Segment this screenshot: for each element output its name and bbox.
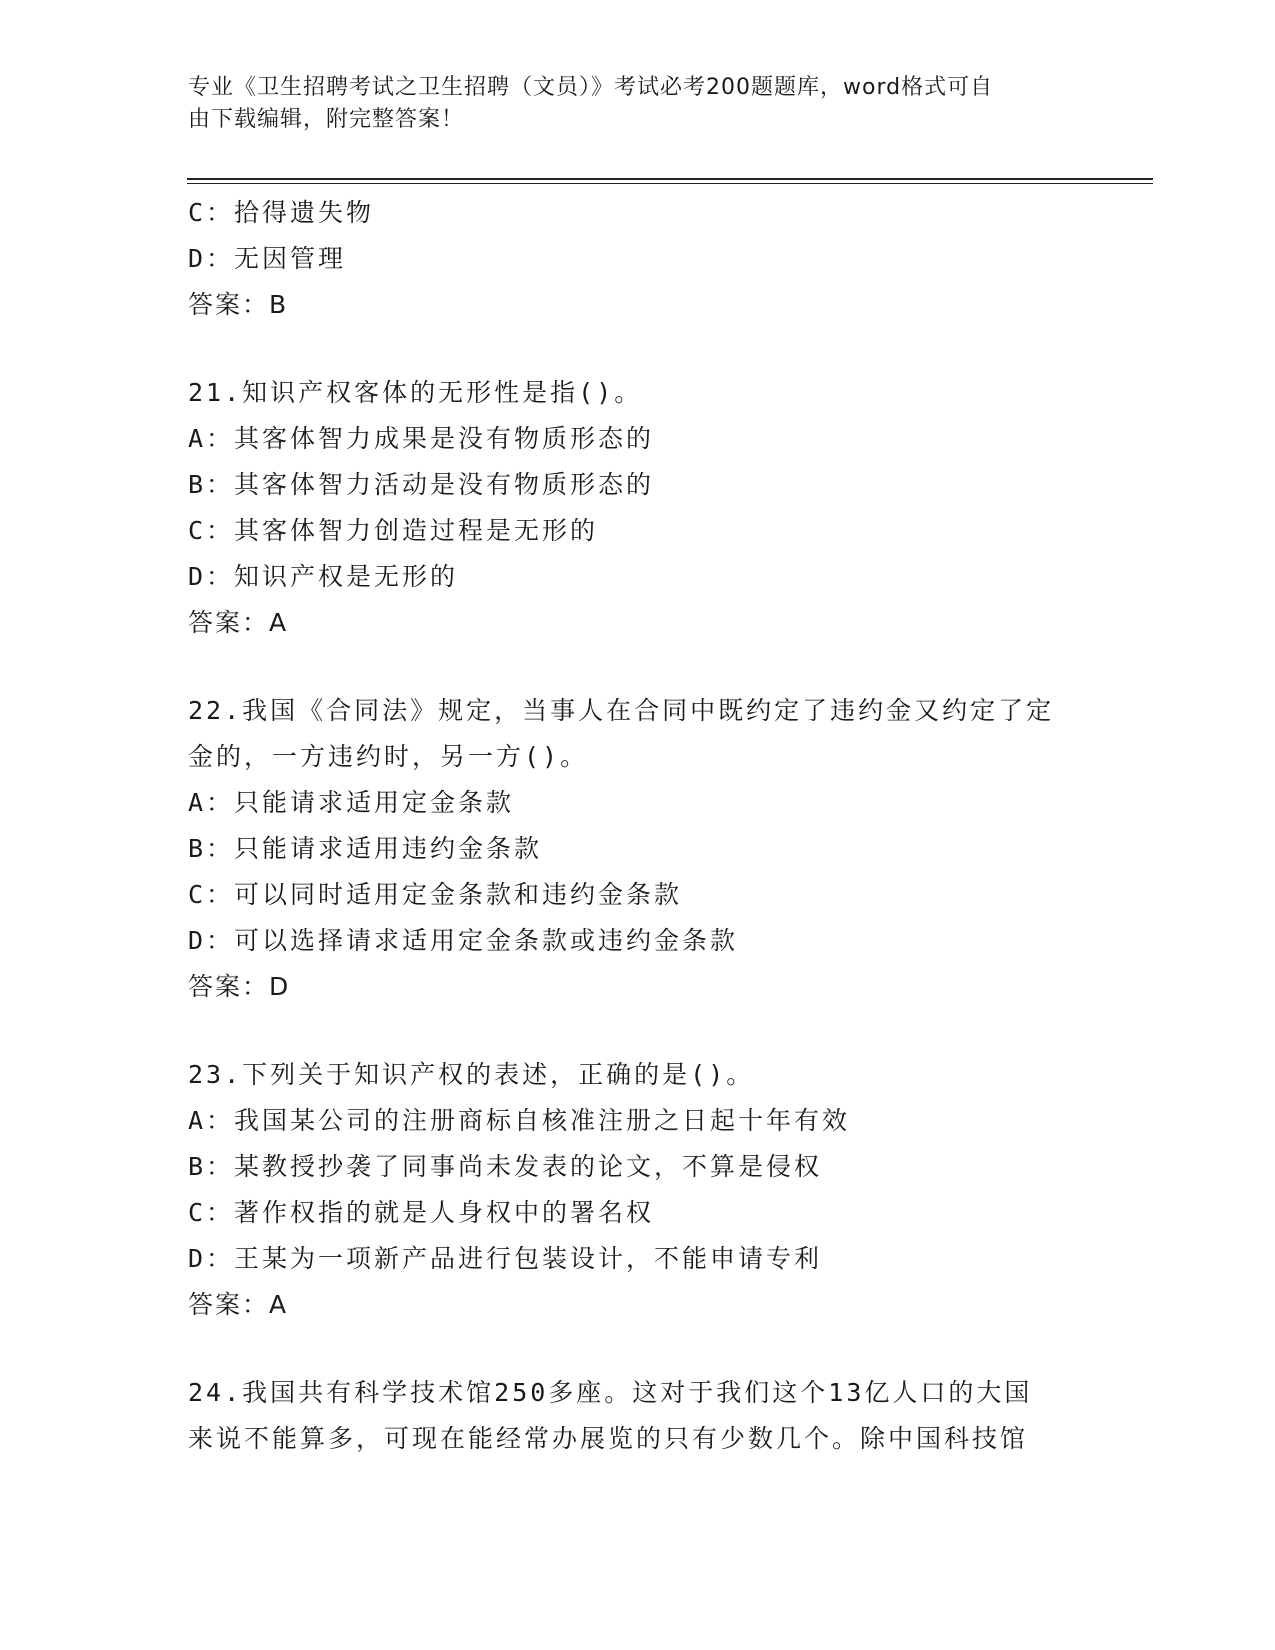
question-text-line-1: 24.我国共有科学技术馆250多座。这对于我们这个13亿人口的大国 [188,1378,1033,1407]
option-a: A：只能请求适用定金条款 [188,788,515,817]
question-24 [188,1370,1088,1462]
option-b: B：只能请求适用违约金条款 [188,834,543,863]
document-header [188,72,1068,136]
option-c: C：可以同时适用定金条款和违约金条款 [188,880,683,909]
spacer [188,1328,1088,1370]
question-text-line-2: 来说不能算多，可现在能经常办展览的只有少数几个。除中国科技馆 [188,1424,1029,1453]
question-text-line-2: 金的，一方违约时，另一方()。 [188,742,589,771]
answer-line: 答案：B [188,290,289,319]
question-23 [188,1052,1088,1328]
option-a: A：我国某公司的注册商标自核准注册之日起十年有效 [188,1106,851,1135]
spacer [188,328,1088,370]
header-line-2: 由下载编辑，附完整答案！ [188,107,465,132]
question-text: 21.知识产权客体的无形性是指()。 [188,378,643,407]
answer-line: 答案：A [188,608,289,637]
option-a: A：其客体智力成果是没有物质形态的 [188,424,655,453]
spacer [188,1010,1088,1052]
answer-line: 答案：D [188,972,291,1001]
spacer [188,646,1088,688]
option-d: D：王某为一项新产品进行包装设计，不能申请专利 [188,1244,823,1273]
option-d: D：可以选择请求适用定金条款或违约金条款 [188,926,739,955]
document-body [188,190,1088,1462]
option-c: C：拾得遗失物 [188,198,375,227]
option-b: B：某教授抄袭了同事尚未发表的论文，不算是侵权 [188,1152,823,1181]
question-21 [188,370,1088,646]
option-d: D：知识产权是无形的 [188,562,459,591]
header-divider-thick [187,178,1153,180]
question-22 [188,688,1088,1010]
option-c: C：其客体智力创造过程是无形的 [188,516,599,545]
option-b: B：其客体智力活动是没有物质形态的 [188,470,655,499]
question-text-line-1: 22.我国《合同法》规定，当事人在合同中既约定了违约金又约定了定 [188,696,1055,725]
prev-question-block [188,190,1088,328]
header-divider-thin [187,183,1153,184]
option-c: C：著作权指的就是人身权中的署名权 [188,1198,655,1227]
answer-line: 答案：A [188,1290,289,1319]
question-text: 23.下列关于知识产权的表述，正确的是()。 [188,1060,755,1089]
header-line-1: 专业《卫生招聘考试之卫生招聘（文员）》考试必考200题题库，word格式可自 [188,75,994,100]
option-d: D：无因管理 [188,244,347,273]
